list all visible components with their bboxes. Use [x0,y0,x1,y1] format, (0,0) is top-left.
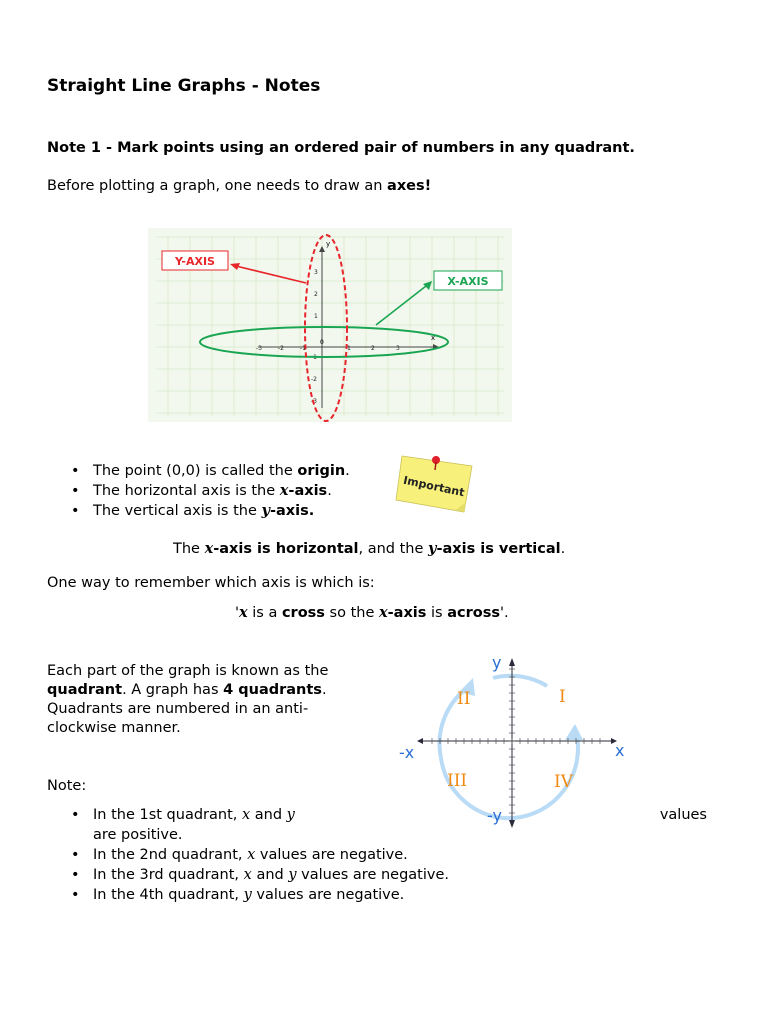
quadrant-arrow-arc [493,676,547,686]
axes-diagram [148,228,512,422]
remember-sentence: One way to remember which axis is which is: [47,575,375,591]
x-axis-callout-label: X-AXIS [447,275,489,288]
list-item: • In the 2nd quadrant, x values are negative. [47,845,737,865]
x-tick-label: 3 [396,345,400,352]
intro-bold: axes! [387,178,432,194]
note-label: Note: [47,778,87,794]
intro-text: Before plotting a graph, one needs to draw an [47,178,388,194]
quadrant-label-1: I [559,687,566,707]
note-1-heading: Note 1 - Mark points using an ordered pair of numbers in any quadrant. [47,140,635,156]
quadrant-label-4: IV [554,772,573,792]
important-text: Important [402,473,466,500]
y-tick-label: 2 [314,291,318,298]
mnemonic-sentence: 'x is a cross so the x-axis is across'. [235,604,509,621]
axis-statement: The x-axis is horizontal, and the y-axis is vertical. [173,540,566,557]
quadrant-diagram [395,648,635,830]
quadrant-x-label: x [615,741,625,760]
x-tick-label: 1 [347,345,351,352]
axes-origin-label: 0 [320,339,324,346]
page-title: Straight Line Graphs - Notes [47,76,321,96]
list-item: • In the 3rd quadrant, x and y values are negative. [47,865,737,885]
x-tick-label: -1 [300,345,306,352]
quadrant-neg-y-label: -y [487,806,502,825]
y-axis-callout-label: Y-AXIS [175,255,215,268]
y-tick-label: -2 [311,376,317,383]
axes-y-letter: y [326,240,331,248]
list-item: • In the 4th quadrant, y values are negative. [47,885,737,905]
quadrant-line-2: quadrant. A graph has 4 quadrants. [47,682,327,698]
axes-x-letter: x [431,334,436,342]
quadrant-line-4: clockwise manner. [47,720,181,736]
quadrant-arrowhead [565,724,583,740]
x-tick-label: -3 [256,345,262,352]
y-tick-label: 1 [314,313,318,320]
origin-bullet-list [47,461,377,521]
quadrant-label-2: II [457,689,471,709]
list-item: • The horizontal axis is the x-axis. [47,481,377,501]
quadrant-neg-x-label: -x [399,743,415,762]
x-tick-label: -2 [278,345,284,352]
y-tick-label: 3 [314,269,318,276]
quadrant-line-3: Quadrants are numbered in an anti- [47,701,309,717]
list-item: • The point (0,0) is called the origin. [47,461,377,481]
quadrant-label-3: III [447,771,468,791]
important-sticky-note [394,452,474,514]
y-tick-label: -3 [311,398,317,405]
x-tick-label: 2 [371,345,375,352]
list-item: • In the 1st quadrant, x and y values are positive. [47,805,737,845]
intro-sentence [47,178,431,194]
quadrant-y-label: y [492,653,502,672]
quadrant-line-1: Each part of the graph is known as the [47,663,329,679]
y-tick-label: -1 [311,354,317,361]
quadrant-bullet-list [47,805,737,905]
list-item: • The vertical axis is the y-axis. [47,501,377,521]
quadrant-paragraph [47,662,328,738]
